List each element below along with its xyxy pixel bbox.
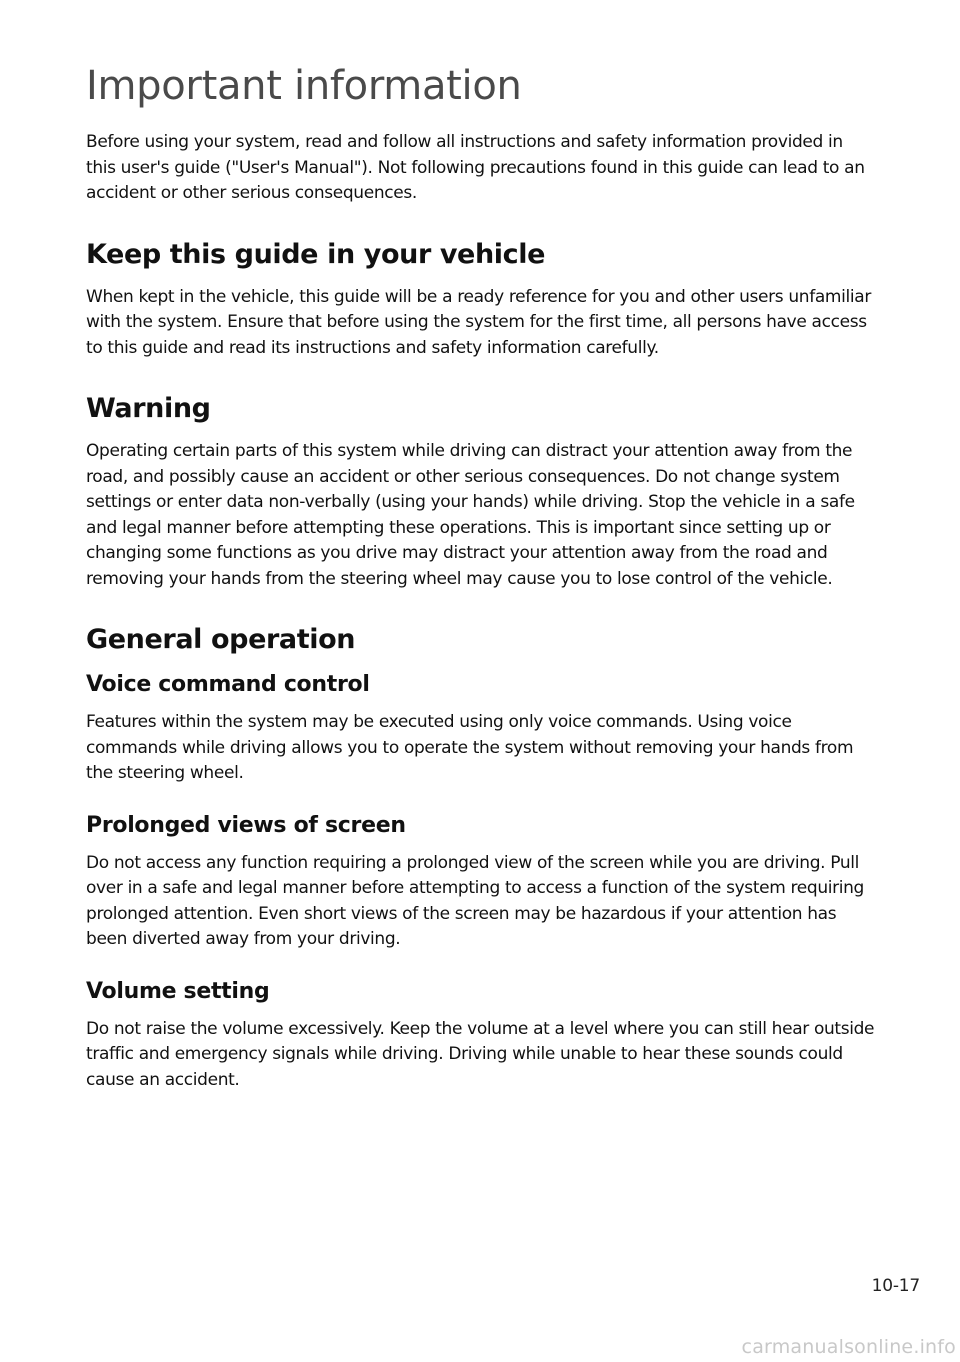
section-warning	[86, 391, 876, 592]
subsection-volume-setting	[86, 977, 876, 1094]
section-heading-general-operation: General operation	[86, 624, 356, 655]
section-heading-keep-guide: Keep this guide in your vehicle	[86, 238, 546, 270]
section-body-warning: Operating certain parts of this system while driving can distract your attention away from the road, and possibly cause an accident or other serious consequences. Do not change system settings or enter data non-verbally (using your hands) while driving. Stop the vehicle in a safe and legal manner before attempting these operations. This is important since setting up or changing some functions as you drive may distract your attention away from the road and removing your hands from the steering wheel may cause you to lose control of the vehicle.	[86, 441, 855, 589]
watermark: carmanualsonline.info	[741, 1336, 956, 1358]
subsection-heading-prolonged-views: Prolonged views of screen	[86, 812, 406, 838]
section-heading-warning: Warning	[86, 393, 211, 424]
subsection-prolonged-views	[86, 811, 876, 953]
subsection-body-prolonged-views: Do not access any function requiring a prolonged view of the screen while you are driving. Pull over in a safe and legal manner before attempting to access a function of the system requiring prolonged attention. Even short views of the screen may be hazardous if your attention has been diverted away from your driving.	[86, 852, 864, 949]
subsection-voice-command	[86, 670, 876, 787]
page-number: 10-17	[871, 1276, 920, 1296]
subsection-heading-voice-command: Voice command control	[86, 672, 370, 697]
page-title: Important information	[86, 63, 522, 109]
subsection-heading-volume-setting: Volume setting	[86, 978, 270, 1004]
intro-paragraph: Before using your system, read and follow all instructions and safety information provided in this user's guide ("User's Manual"). Not following precautions found in this guide can lead to an accident or other serious consequences.	[86, 132, 865, 203]
subsection-body-volume-setting: Do not raise the volume excessively. Keep the volume at a level where you can still hear outside traffic and emergency signals while driving. Driving while unable to hear these sounds could cause an accident.	[86, 1018, 875, 1090]
section-body-keep-guide: When kept in the vehicle, this guide will be a ready reference for you and other users unfamiliar with the system. Ensure that before using the system for the first time, all persons have access to this guide and read its instructions and safety information carefully.	[86, 286, 871, 358]
subsection-body-voice-command: Features within the system may be executed using only voice commands. Using voice commands while driving allows you to operate the system without removing your hands from the steering wheel.	[86, 712, 854, 783]
section-keep-guide	[86, 237, 876, 362]
manual-page	[86, 60, 876, 1117]
section-general-operation	[86, 622, 876, 1093]
